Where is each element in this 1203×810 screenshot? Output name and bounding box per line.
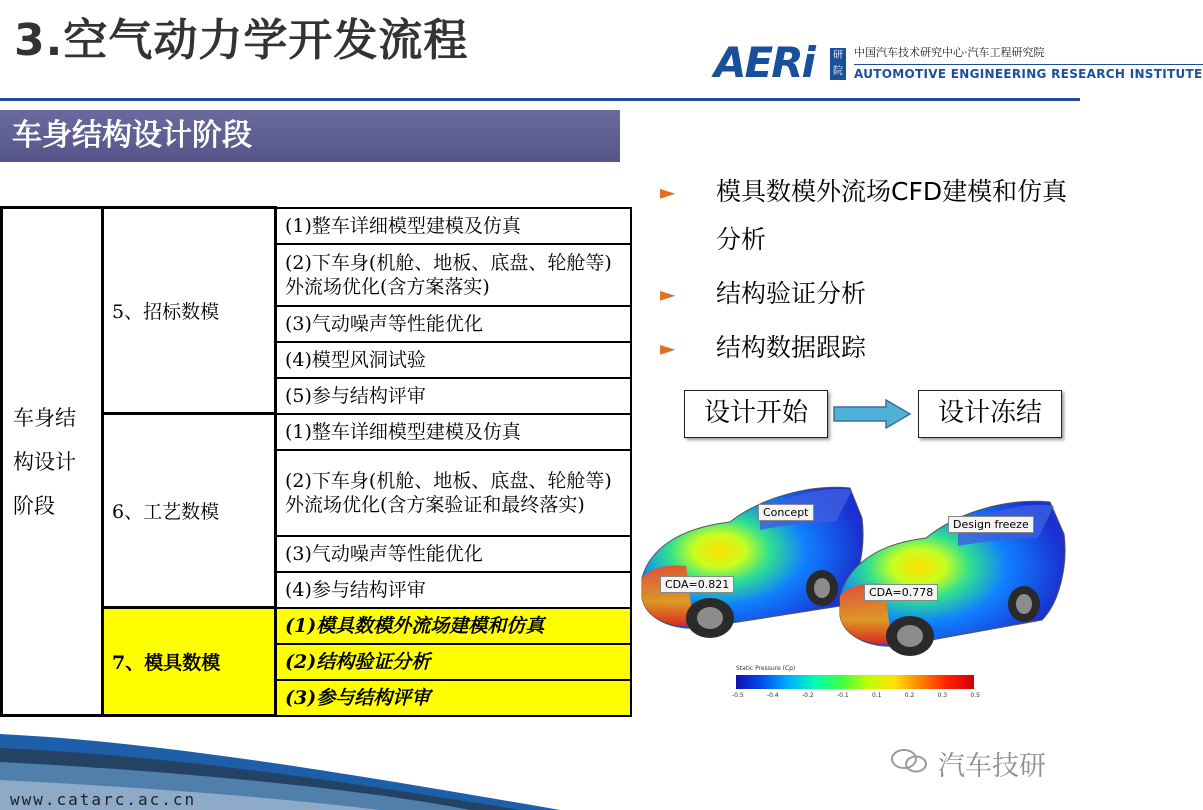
colorbar-title: Static Pressure (Cp) [736,665,796,672]
colorbar-tick: -0.5 [732,692,744,699]
table-item: (3)气动噪声等性能优化 [276,536,632,572]
table-item: (4)模型风洞试验 [276,342,632,378]
cfd-car-figure [640,478,1080,708]
logo-mark: AERi [714,38,814,87]
triangle-right-icon: ► [660,180,676,204]
colorbar-tick: 0.3 [937,692,948,699]
aeri-logo [714,38,1203,87]
triangle-right-icon: ► [660,336,676,360]
table-item: (1)整车详细模型建模及仿真 [276,414,632,450]
table-item-highlight: (2)结构验证分析 [276,644,632,680]
colorbar-tick: -0.2 [801,692,814,699]
process-table [0,206,632,717]
table-item: (3)气动噪声等性能优化 [276,306,632,342]
colorbar-tick: -0.1 [836,692,849,699]
flow-end-box: 设计冻结 [918,390,1062,438]
bullet-item [660,270,1070,318]
bullet-text: 结构验证分析 [716,279,867,308]
table-item-highlight: (1)模具数模外流场建模和仿真 [276,608,632,644]
bullet-item [660,168,1070,264]
logo-org-en: AUTOMOTIVE ENGINEERING RESEARCH INSTITUTE [854,64,1203,81]
flow-start-box: 设计开始 [684,390,828,438]
page-title: 3.空气动力学开发流程 [14,15,469,66]
logo-seal: 研院 [830,48,846,80]
colorbar-tick: 0.1 [871,692,882,699]
bullet-text: 结构数据跟踪 [716,333,867,362]
logo-org-cn: 中国汽车技术研究中心·汽车工程研究院 [854,46,1045,59]
bullet-text: 模具数模外流场CFD建模和仿真分析 [716,177,1068,254]
label-concept: Concept [758,504,814,521]
stage-title-bar: 车身结构设计阶段 [0,110,620,162]
colorbar-tick: -0.4 [766,692,779,699]
arrow-right-icon [834,400,912,428]
table-item-highlight: (3)参与结构评审 [276,680,632,716]
label-design-freeze: Design freeze [948,516,1034,533]
pressure-colorbar [736,675,974,689]
table-item: (2)下车身(机舱、地板、底盘、轮舱等)外流场优化(含方案落实) [276,244,632,306]
colorbar-ticks [732,692,980,699]
triangle-right-icon: ► [660,282,676,306]
colorbar-tick: 0.2 [904,692,915,699]
group-name-highlight: 7、模具数模 [103,608,276,716]
group-name: 5、招标数模 [103,208,276,414]
group-name: 6、工艺数模 [103,414,276,608]
bullet-list [660,168,1070,372]
colorbar-tick: 0.5 [970,692,980,699]
table-item: (2)下车身(机舱、地板、底盘、轮舱等)外流场优化(含方案验证和最终落实) [276,450,632,536]
table-item: (1)整车详细模型建模及仿真 [276,208,632,244]
table-item: (5)参与结构评审 [276,378,632,414]
watermark-text: 汽车技研 [938,751,1046,782]
table-item: (4)参与结构评审 [276,572,632,608]
footer-url: www.catarc.ac.cn [10,790,197,809]
cda-concept: CDA=0.821 [660,576,734,593]
car-concept [642,487,863,638]
bullet-item [660,324,1070,372]
wechat-icon [890,748,930,774]
title-divider [0,98,1080,101]
cda-design-freeze: CDA=0.778 [864,584,938,601]
phase-cell: 车身结构设计阶段 [2,208,103,716]
